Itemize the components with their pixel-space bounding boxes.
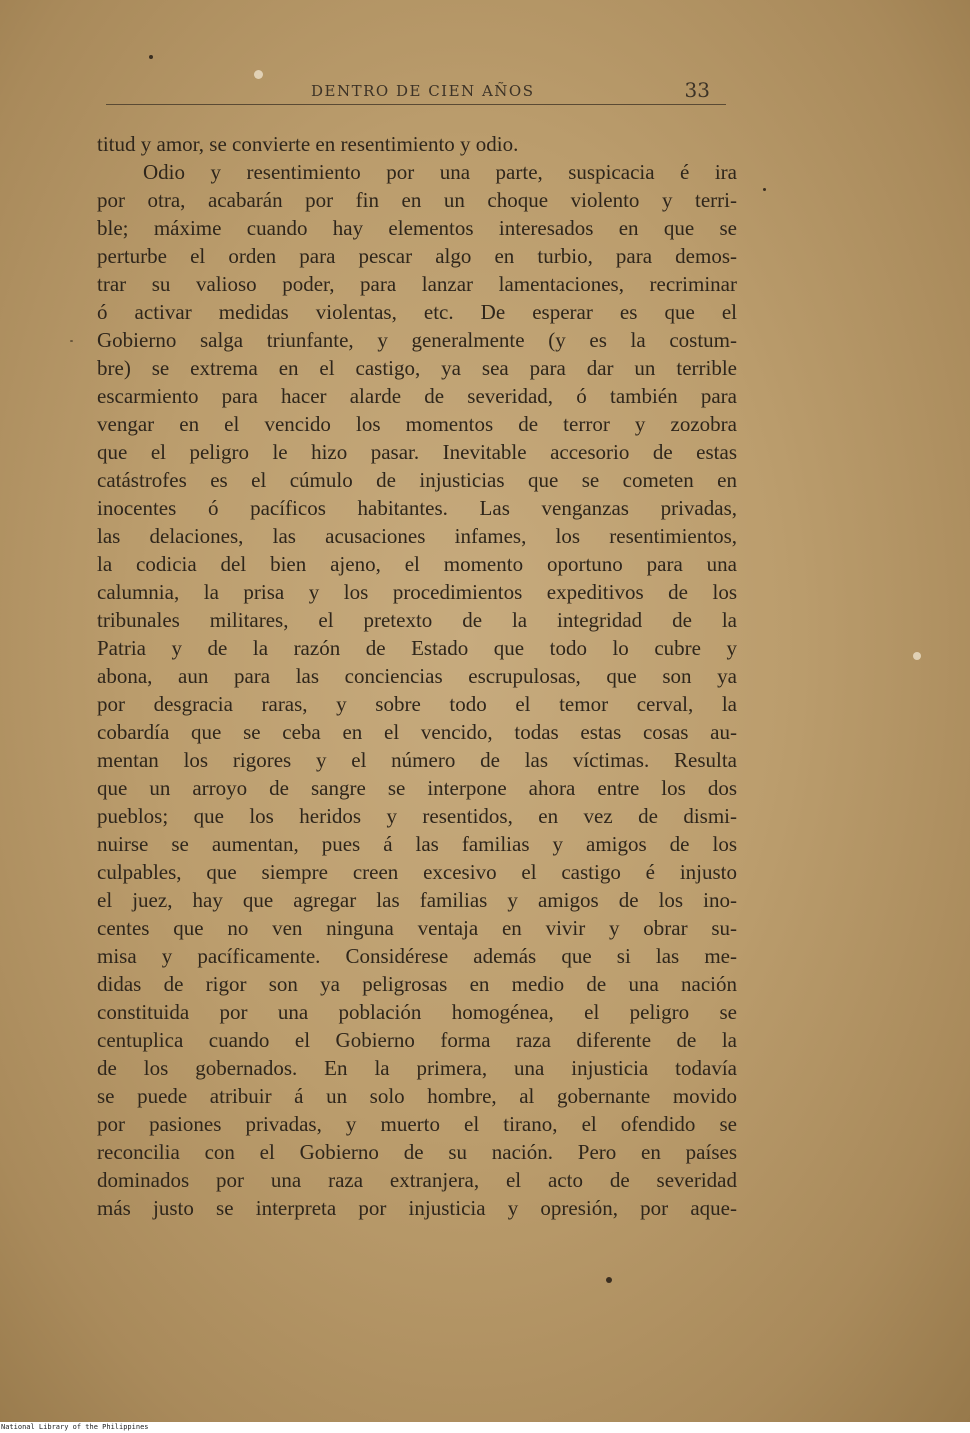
- page-header: [106, 78, 726, 105]
- text-line: por pasiones privadas, y muerto el tirano, el ofendido se: [97, 1112, 737, 1136]
- text-line: que el peligro le hizo pasar. Inevitable accesorio de estas: [97, 440, 737, 464]
- ink-speck: [763, 188, 766, 191]
- footer-strip: [0, 1422, 970, 1433]
- text-line: inocentes ó pacíficos habitantes. Las venganzas privadas,: [97, 496, 737, 520]
- library-credit: National Library of the Philippines: [1, 1423, 149, 1431]
- text-line: bre) se extrema en el castigo, ya sea para dar un terrible: [97, 356, 737, 380]
- text-line: titud y amor, se convierte en resentimiento y odio.: [97, 132, 519, 156]
- text-line: tribunales militares, el pretexto de la integridad de la: [97, 608, 737, 632]
- text-line: centes que no ven ninguna ventaja en vivir y obrar su-: [97, 916, 737, 940]
- text-line: cobardía que se ceba en el vencido, todas estas cosas au-: [97, 720, 737, 744]
- text-line: de los gobernados. En la primera, una injusticia todavía: [97, 1056, 737, 1080]
- body-text: [97, 130, 737, 1222]
- text-line: didas de rigor son ya peligrosas en medio de una nación: [97, 972, 737, 996]
- text-line: catástrofes es el cúmulo de injusticias que se cometen en: [97, 468, 737, 492]
- ink-speck: [149, 55, 153, 59]
- text-line: trar su valioso poder, para lanzar lamentaciones, recriminar: [97, 272, 737, 296]
- text-line: la codicia del bien ajeno, el momento oportuno para una: [97, 552, 737, 576]
- text-line: centuplica cuando el Gobierno forma raza diferente de la: [97, 1028, 737, 1052]
- text-line: ble; máxime cuando hay elementos interesados en que se: [97, 216, 737, 240]
- text-line: vengar en el vencido los momentos de terror y zozobra: [97, 412, 737, 436]
- text-line: Odio y resentimiento por una parte, suspicacia é ira: [143, 160, 737, 184]
- text-line: culpables, que siempre creen excesivo el castigo é injusto: [97, 860, 737, 884]
- ink-speck: [606, 1277, 612, 1283]
- text-line: nuirse se aumentan, pues á las familias y amigos de los: [97, 832, 737, 856]
- text-line: el juez, hay que agregar las familias y amigos de los ino-: [97, 888, 737, 912]
- page-number: 33: [684, 78, 710, 102]
- text-line: por otra, acabarán por fin en un choque violento y terri-: [97, 188, 737, 212]
- text-line: Patria y de la razón de Estado que todo lo cubre y: [97, 636, 737, 660]
- text-line: las delaciones, las acusaciones infames, los resentimientos,: [97, 524, 737, 548]
- text-line: abona, aun para las conciencias escrupulosas, que son ya: [97, 664, 737, 688]
- text-line: pueblos; que los heridos y resentidos, en vez de dismi-: [97, 804, 737, 828]
- text-line: reconcilia con el Gobierno de su nación. Pero en países: [97, 1140, 737, 1164]
- text-line: dominados por una raza extranjera, el acto de severidad: [97, 1168, 737, 1192]
- text-line: perturbe el orden para pescar algo en turbio, para demos-: [97, 244, 737, 268]
- text-line: mentan los rigores y el número de las víctimas. Resulta: [97, 748, 737, 772]
- paper-spot: [913, 652, 921, 660]
- paper-spot: [254, 70, 263, 79]
- ink-speck: [70, 340, 73, 342]
- text-line: calumnia, la prisa y los procedimientos expeditivos de los: [97, 580, 737, 604]
- text-line: más justo se interpreta por injusticia y opresión, por aque-: [97, 1196, 737, 1220]
- text-line: escarmiento para hacer alarde de severidad, ó también para: [97, 384, 737, 408]
- text-line: por desgracia raras, y sobre todo el temor cerval, la: [97, 692, 737, 716]
- text-line: misa y pacíficamente. Considérese además que si las me-: [97, 944, 737, 968]
- text-line: ó activar medidas violentas, etc. De esperar es que el: [97, 300, 737, 324]
- text-line: constituida por una población homogénea, el peligro se: [97, 1000, 737, 1024]
- text-line: Gobierno salga triunfante, y generalmente (y es la costum-: [97, 328, 737, 352]
- text-line: se puede atribuir á un solo hombre, al gobernante movido: [97, 1084, 737, 1108]
- text-line: que un arroyo de sangre se interpone ahora entre los dos: [97, 776, 737, 800]
- running-title: DENTRO DE CIEN AÑOS: [311, 82, 535, 100]
